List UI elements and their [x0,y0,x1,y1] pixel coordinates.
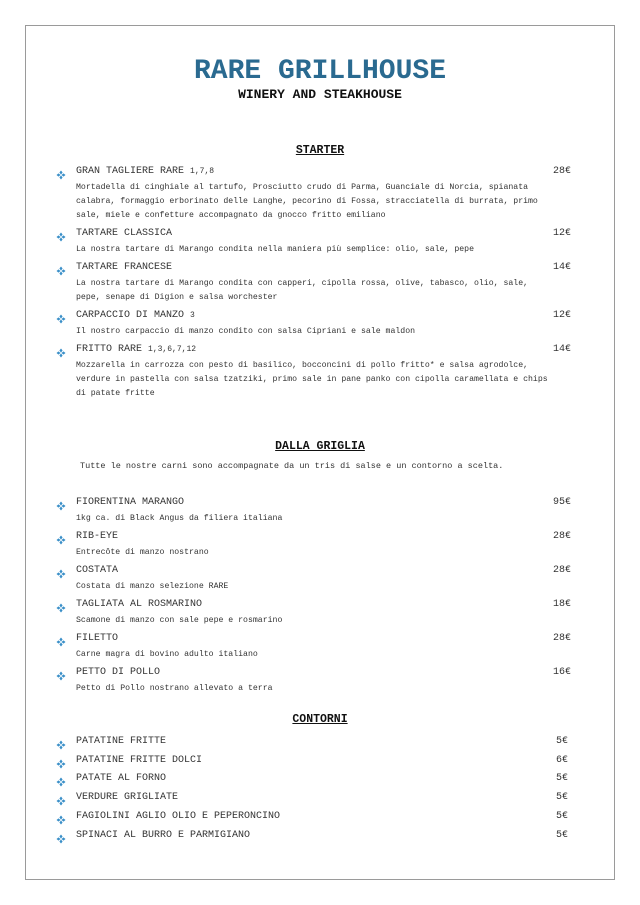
menu-item-allergens: 1,7,8 [190,167,215,176]
menu-item-name [76,667,160,678]
menu-item-price: 18€ [552,599,571,610]
section-heading-starter: STARTER [295,144,345,157]
restaurant-title: RARE GRILLHOUSE [193,56,447,87]
menu-item-price: 12€ [552,228,571,239]
menu-item-name [76,497,184,508]
four-diamond-bullet-icon [56,737,66,747]
menu-item-name [76,166,214,177]
menu-item-description: La nostra tartare di Marango condita con capperi, cipolla rossa, olive, tabasco, olio, sale, pepe, senape di Digion e salsa worchester [76,279,529,302]
menu-item-name [76,310,195,321]
four-diamond-bullet-icon [56,756,66,766]
menu-item-name-text: FILETTO [76,633,119,644]
menu-item-price: 16€ [552,667,571,678]
menu-item-price: 28€ [552,166,571,177]
four-diamond-bullet-icon [56,600,66,610]
menu-item-price: 5€ [555,830,568,841]
menu-item-name [76,830,250,841]
menu-item-name-text: PATATINE FRITTE DOLCI [76,755,203,766]
menu-item-name-text: FRITTO RARE [76,344,143,355]
menu-item-description: Mozzarella in carrozza con pesto di basilico, bocconcini di pollo fritto* e salsa agrodolce, verdure in pastella con salsa tzatziki, primo sale in pane panko con cipolla caramellata e chips di patate fritte [76,361,548,398]
menu-item-name [76,565,118,576]
menu-item-name [76,792,178,803]
menu-item-price: 95€ [552,497,571,508]
menu-item-name-text: TAGLIATA AL ROSMARINO [76,599,203,610]
menu-item-name-text: RIB-EYE [76,531,119,542]
menu-item-name-text: VERDURE GRIGLIATE [76,792,179,803]
menu-item-price: 28€ [552,565,571,576]
menu-item-description: Mortadella di cinghiale al tartufo, Prosciutto crudo di Parma, Guanciale di Norcia, spianata calabra, formaggio erborinato delle Langhe, pecorino di Fossa, stracciatella di burrata, primo sale, miele e confetture accompagnato da gnocco fritto emiliano [76,183,538,220]
menu-item-price: 6€ [555,755,568,766]
restaurant-subtitle: WINERY AND STEAKHOUSE [238,87,402,102]
section-heading-griglia: DALLA GRIGLIA [275,440,365,453]
menu-item-name-text: FAGIOLINI AGLIO OLIO E PEPERONCINO [76,811,281,822]
menu-item-price: 14€ [552,344,571,355]
menu-item-description: Costata di manzo selezione RARE [76,582,229,591]
menu-item-name-text: TARTARE FRANCESE [76,262,173,273]
four-diamond-bullet-icon [56,167,66,177]
menu-item-description: Petto di Pollo nostrano allevato a terra [76,684,273,693]
menu-item-price: 5€ [555,736,568,747]
menu-item-description: Scamone di manzo con sale pepe e rosmarino [76,616,283,625]
menu-item-name-text: SPINACI AL BURRO E PARMIGIANO [76,830,251,841]
menu-item-name [76,811,280,822]
menu-item-price: 12€ [552,310,571,321]
menu-item-name [76,228,172,239]
four-diamond-bullet-icon [56,498,66,508]
four-diamond-bullet-icon [56,229,66,239]
four-diamond-bullet-icon [56,263,66,273]
menu-item-allergens: 3 [190,311,195,320]
menu-item-name [76,344,196,355]
menu-item-price: 5€ [555,792,568,803]
four-diamond-bullet-icon [56,812,66,822]
menu-item-description: La nostra tartare di Marango condita nella maniera più semplice: olio, sale, pepe [76,245,474,254]
menu-item-name [76,262,172,273]
menu-item-name-text: COSTATA [76,565,119,576]
menu-item-allergens: 1,3,6,7,12 [148,345,197,354]
four-diamond-bullet-icon [56,532,66,542]
menu-item-price: 28€ [552,531,571,542]
menu-item-name-text: PATATE AL FORNO [76,773,167,784]
four-diamond-bullet-icon [56,566,66,576]
menu-item-name [76,599,202,610]
menu-item-name-text: GRAN TAGLIERE RARE [76,166,185,177]
four-diamond-bullet-icon [56,634,66,644]
four-diamond-bullet-icon [56,793,66,803]
menu-item-name [76,633,118,644]
griglia-note: Tutte le nostre carni sono accompagnate da un tris di salse e un contorno a scelta. [80,461,504,471]
section-heading-contorni: CONTORNI [292,713,348,726]
menu-item-name-text: PETTO DI POLLO [76,667,161,678]
menu-item-price: 5€ [555,811,568,822]
four-diamond-bullet-icon [56,345,66,355]
menu-item-price: 14€ [552,262,571,273]
menu-item-name [76,755,202,766]
menu-item-description: Carne magra di bovino adulto italiano [76,650,258,659]
menu-item-price: 28€ [552,633,571,644]
four-diamond-bullet-icon [56,311,66,321]
four-diamond-bullet-icon [56,774,66,784]
menu-item-name [76,531,118,542]
menu-item-name [76,773,166,784]
four-diamond-bullet-icon [56,668,66,678]
menu-item-name [76,736,166,747]
menu-item-name-text: TARTARE CLASSICA [76,228,173,239]
menu-item-description: 1kg ca. di Black Angus da filiera italiana [76,514,283,523]
menu-item-name-text: CARPACCIO DI MANZO [76,310,185,321]
menu-item-description: Entrecôte di manzo nostrano [76,548,209,557]
menu-item-name-text: FIORENTINA MARANGO [76,497,185,508]
menu-item-name-text: PATATINE FRITTE [76,736,167,747]
four-diamond-bullet-icon [56,831,66,841]
menu-item-price: 5€ [555,773,568,784]
menu-item-description: Il nostro carpaccio di manzo condito con salsa Cipriani e sale maldon [76,327,416,336]
